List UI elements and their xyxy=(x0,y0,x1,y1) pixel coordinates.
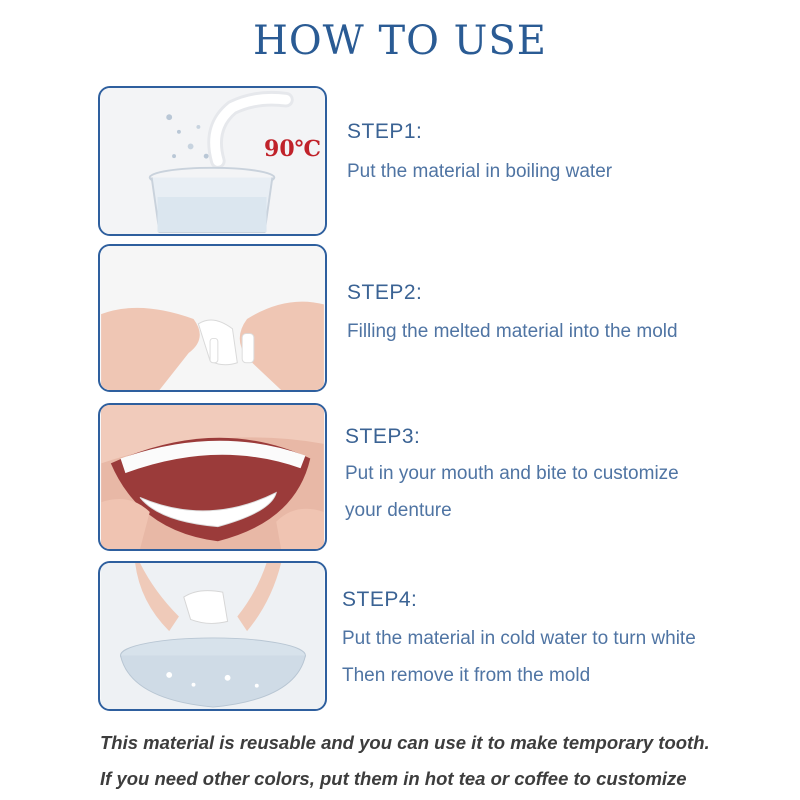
note-colors: If you need other colors, put them in hot tea or coffee to customize xyxy=(100,768,687,789)
temperature-badge: 90℃ xyxy=(264,136,321,162)
step2-title: STEP2: xyxy=(347,281,423,304)
step1-text: Put the material in boiling water xyxy=(347,161,613,182)
hands-molding-icon xyxy=(100,246,325,390)
step2-text: Filling the melted material into the mold xyxy=(347,321,678,342)
step1-illustration xyxy=(98,86,327,236)
cold-water-icon xyxy=(100,563,325,709)
step3-text-line1: Put in your mouth and bite to customize xyxy=(345,463,679,484)
step1-title: STEP1: xyxy=(347,120,423,143)
note-reusable: This material is reusable and you can use it to make temporary tooth. xyxy=(100,732,710,753)
step4-text-line1: Put the material in cold water to turn white xyxy=(342,628,696,649)
step3-illustration xyxy=(98,403,327,551)
step3-text-line2: your denture xyxy=(345,500,452,521)
step2-illustration xyxy=(98,244,327,392)
step4-illustration xyxy=(98,561,327,711)
mouth-bite-icon xyxy=(100,405,325,549)
step4-text-line2: Then remove it from the mold xyxy=(342,665,591,686)
page-title: HOW TO USE xyxy=(252,18,547,64)
step3-title: STEP3: xyxy=(345,425,421,448)
step4-title: STEP4: xyxy=(342,588,418,611)
